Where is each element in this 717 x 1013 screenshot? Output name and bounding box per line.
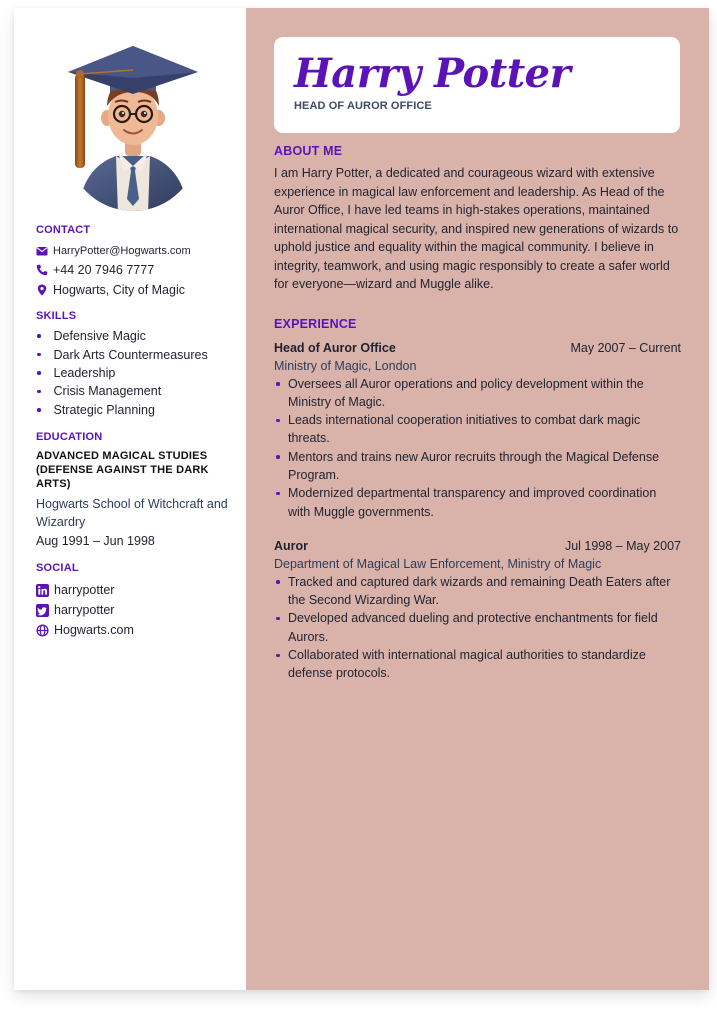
linkedin-icon: [36, 584, 49, 597]
full-name: Harry Potter: [294, 50, 571, 97]
education-school: Hogwarts School of Witchcraft and Wizardry: [36, 497, 228, 529]
experience-section: [274, 317, 681, 683]
contact-heading: CONTACT: [36, 224, 91, 236]
education-section: [36, 431, 236, 550]
envelope-icon: [36, 245, 48, 257]
education-heading: EDUCATION: [36, 431, 103, 443]
bullet-icon: [276, 382, 280, 386]
contact-phone-text: +44 20 7946 7777: [53, 263, 155, 278]
about-section: [274, 144, 681, 294]
job-organization: Ministry of Magic, London: [274, 358, 417, 373]
contact-location-text: Hogwarts, City of Magic: [53, 282, 185, 297]
resume-page: [14, 8, 709, 990]
bullet-icon: [276, 654, 280, 658]
education-degree: ADVANCED MAGICAL STUDIES (DEFENSE AGAINST THE DARK ARTS): [36, 450, 209, 490]
job-role: Auror: [274, 538, 309, 553]
job-dates: May 2007 – Current: [570, 340, 681, 355]
map-pin-icon: [36, 284, 48, 296]
education-dates: Aug 1991 – Jun 1998: [36, 534, 155, 548]
bullet-icon: [276, 492, 280, 496]
skill-item: Defensive Magic: [36, 327, 241, 345]
job-role: Head of Auror Office: [274, 340, 396, 355]
social-heading: SOCIAL: [36, 562, 79, 574]
header-card: [274, 37, 680, 133]
contact-section: [36, 224, 236, 300]
contact-email[interactable]: [36, 241, 236, 261]
social-linkedin-text: harrypotter: [54, 583, 115, 597]
job-entry: [274, 339, 681, 521]
bullet-icon: [37, 390, 41, 394]
main-content: [246, 8, 709, 990]
skill-item: Strategic Planning: [36, 401, 241, 419]
social-website-text: Hogwarts.com: [54, 623, 134, 637]
bullet-icon: [276, 419, 280, 423]
bullet-icon: [276, 617, 280, 621]
job-bullets: [274, 375, 681, 521]
job-bullets: [274, 573, 681, 683]
skill-item: Leadership: [36, 364, 241, 382]
left-sidebar: [14, 8, 246, 990]
job-bullet: Oversees all Auror operations and policy development within the Ministry of Magic.: [274, 375, 681, 412]
skill-item: Crisis Management: [36, 382, 241, 400]
skills-section: [36, 310, 241, 419]
job-bullet: Tracked and captured dark wizards and remaining Death Eaters after the Second Wizarding War.: [274, 573, 681, 610]
bullet-icon: [276, 455, 280, 459]
job-bullet: Collaborated with international magical authorities to standardize defense protocols.: [274, 646, 681, 683]
social-website[interactable]: [36, 620, 236, 640]
job-dates: Jul 1998 – May 2007: [564, 538, 681, 553]
job-title: HEAD OF AUROR OFFICE: [294, 100, 432, 112]
job-bullet: Developed advanced dueling and protective enchantments for field Aurors.: [274, 609, 681, 646]
contact-phone[interactable]: [36, 261, 236, 281]
social-twitter[interactable]: [36, 600, 236, 620]
job-bullet: Modernized departmental transparency and improved coordination with Muggle governments.: [274, 484, 681, 521]
social-twitter-text: harrypotter: [54, 603, 115, 617]
job-bullet: Leads international cooperation initiatives to combat dark magic threats.: [274, 411, 681, 448]
graduate-avatar-icon: [58, 34, 208, 214]
phone-icon: [36, 264, 48, 276]
job-organization: Department of Magical Law Enforcement, Ministry of Magic: [274, 556, 602, 571]
social-section: [36, 562, 236, 640]
globe-icon: [36, 624, 49, 637]
about-text: I am Harry Potter, a dedicated and courageous wizard with extensive experience in magical law enforcement and leadership. As Head of the Auror Office, I have led teams in high-stakes operations, maintained international magical security, and inspired new generations of wizards to uphold justice and equality within the magical community. I believe in integrity, teamwork, and using magic responsibly to create a safer world for everyone—wizard and Muggle alike.: [274, 166, 679, 291]
bullet-icon: [37, 408, 41, 412]
bullet-icon: [37, 371, 41, 375]
social-linkedin[interactable]: [36, 580, 236, 600]
job-bullet: Mentors and trains new Auror recruits through the Magical Defense Program.: [274, 448, 681, 485]
bullet-icon: [276, 580, 280, 584]
skill-item: Dark Arts Countermeasures: [36, 345, 241, 363]
experience-heading: EXPERIENCE: [274, 316, 357, 331]
skills-heading: SKILLS: [36, 310, 77, 322]
contact-location: [36, 280, 236, 300]
bullet-icon: [37, 334, 41, 338]
contact-email-text: HarryPotter@Hogwarts.com: [53, 244, 191, 257]
about-heading: ABOUT ME: [274, 144, 343, 158]
bullet-icon: [37, 353, 41, 357]
avatar: [58, 34, 208, 214]
job-entry: [274, 537, 681, 683]
twitter-icon: [36, 604, 49, 617]
